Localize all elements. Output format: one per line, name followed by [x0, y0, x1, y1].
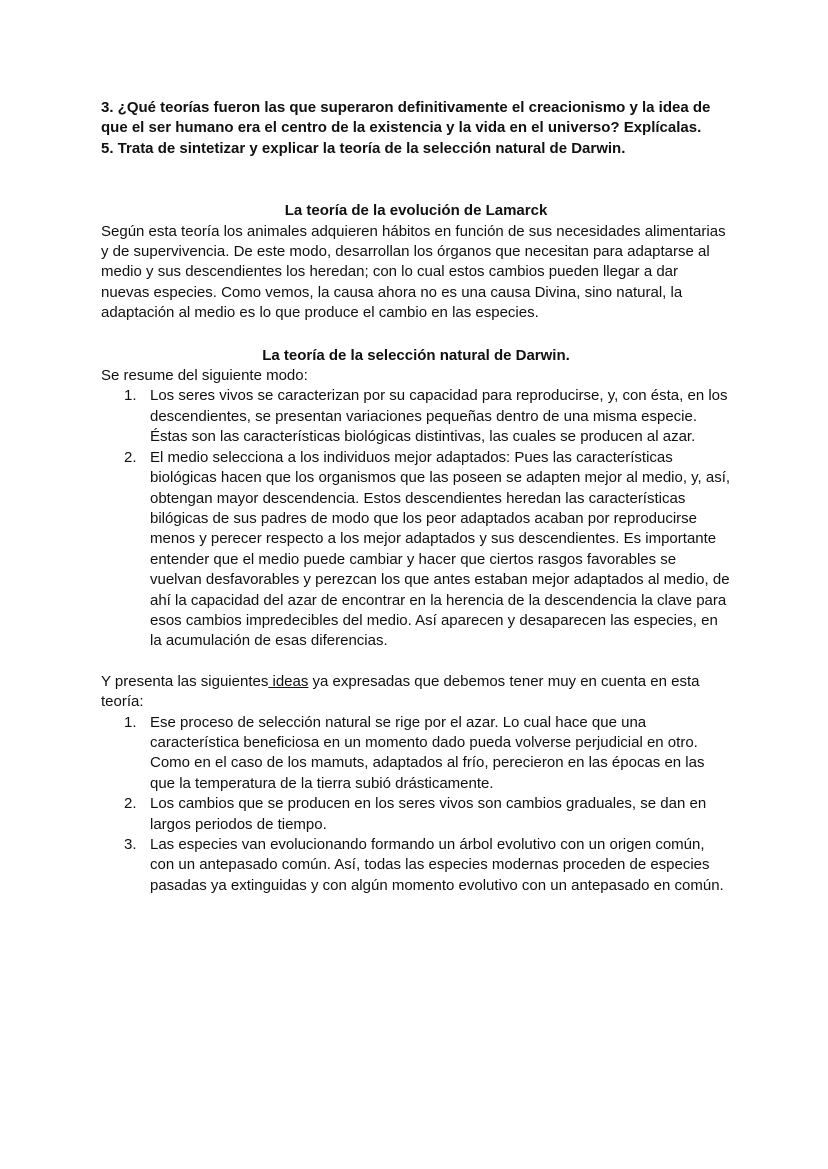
list-number: 3.	[124, 836, 137, 853]
list-number: 2.	[124, 795, 137, 813]
list-item	[101, 835, 731, 896]
spacer	[101, 652, 731, 672]
list-number: 2.	[124, 448, 137, 466]
ideas-list	[101, 713, 731, 897]
list-item	[101, 386, 731, 447]
darwin-intro: Se resume del siguiente modo:	[101, 367, 308, 385]
ideas-intro-before: Y presenta las siguientes	[101, 672, 269, 690]
ideas-underlined-word: ideas	[268, 672, 309, 690]
darwin-list	[101, 386, 731, 651]
list-item-text: Los cambios que se producen en los seres vivos son cambios graduales, se dan en largos periodos de tiempo.	[150, 795, 707, 833]
document-content	[101, 98, 731, 896]
ideas-intro	[101, 672, 731, 713]
list-item-text: El medio selecciona a los individuos mejor adaptados: Pues las características biológicas hacen que los organismos que las poseen se adapten mejor al medio, y, así, obtengan mayor descendencia. Estos descendientes heredan las características bilógicas de sus padres de modo que los peor adaptados acaban por reproducirse menos y perecer respecto a los mejor adaptados y sus descendientes. Es importante entender que el medio puede cambiar y hacer que ciertos rasgos favorables se vuelvan desfavorables y perezcan los que antes estaban mejor adaptados al medio, de ahí la capacidad del azar de encontrar en la herencia de la descendencia la clave para esos cambios impredecibles del medio. Así aparecen y desaparecen las especies, en la acumulación de esas diferencias.	[150, 448, 731, 650]
list-number: 1.	[124, 713, 137, 731]
list-item	[101, 794, 731, 835]
lamarck-heading: La teoría de la evolución de Lamarck	[284, 202, 548, 220]
question-5: 5. Trata de sintetizar y explicar la teoría de la selección natural de Darwin.	[101, 139, 626, 157]
list-item	[101, 448, 731, 652]
list-number: 1.	[124, 387, 137, 405]
list-item-text: Las especies van evolucionando formando un árbol evolutivo con un origen común, con un antepasado común. Así, todas las especies modernas proceden de especies pasadas ya extinguidas y con algún momento evolutivo con un antepasado en común.	[150, 836, 724, 894]
lamarck-paragraph: Según esta teoría los animales adquieren hábitos en función de sus necesidades alimentarias y de supervivencia. De este modo, desarrollan los órganos que necesitan para adaptarse al medio y sus descendientes los heredan; con lo cual estos cambios pueden llegar a dar nuevas especies. Como vemos, la causa ahora no es una causa Divina, sino natural, la adaptación al medio es lo que produce el cambio en las especies.	[101, 222, 726, 322]
ideas-intro-after: ya expresadas que debemos tener muy en cuenta en esta teoría:	[101, 672, 700, 711]
list-item-text: Ese proceso de selección natural se rige por el azar. Lo cual hace que una característica beneficiosa en un momento dado pueda volverse perjudicial en otro. Como en el caso de los mamuts, adaptados al frío, perecieron en las épocas en las que la temperatura de la tierra subió drásticamente.	[150, 713, 705, 792]
questions-block	[101, 98, 731, 159]
question-3: 3. ¿Qué teorías fueron las que superaron definitivamente el creacionismo y la idea de que el ser humano era el centro de la existencia y la vida en el universo? Explícalas.	[101, 99, 711, 137]
list-item	[101, 713, 731, 795]
darwin-heading: La teoría de la selección natural de Darwin.	[262, 346, 570, 364]
list-item-text: Los seres vivos se caracterizan por su capacidad para reproducirse, y, con ésta, en los descendientes, se presentan variaciones pequeñas dentro de una misma especie. Éstas son las características biológicas distintivas, las cuales se producen al azar.	[150, 387, 728, 446]
